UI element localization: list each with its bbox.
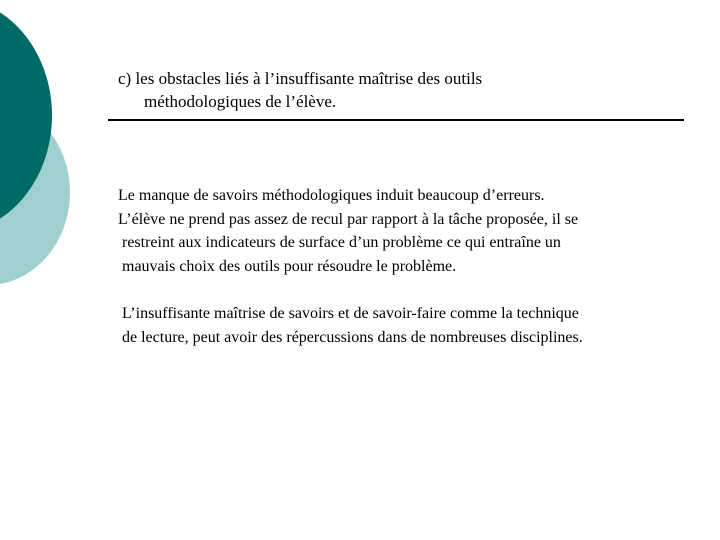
paragraph-1-line-2: L’élève ne prend pas assez de recul par rapport à la tâche proposée, il se xyxy=(118,210,579,228)
slide-title xyxy=(118,67,678,113)
title-line-2: méthodologiques de l’élève. xyxy=(144,92,337,111)
paragraph-2-line-2: de lecture, peut avoir des répercussions dans de nombreuses disciplines. xyxy=(122,328,583,346)
title-divider xyxy=(108,119,684,121)
paragraph-2-line-1: L’insuffisante maîtrise de savoirs et de savoir-faire comme la technique xyxy=(122,305,579,322)
paragraph-1-line-3: restreint aux indicateurs de surface d’un problème ce qui entraîne un xyxy=(122,234,561,251)
title-line-1: c) les obstacles liés à l’insuffisante maîtrise des outils xyxy=(118,69,483,88)
paragraph-1-line-4: mauvais choix des outils pour résoudre le problème. xyxy=(122,257,457,275)
paragraph-2 xyxy=(122,302,702,349)
paragraph-1-line-1: Le manque de savoirs méthodologiques induit beaucoup d’erreurs. xyxy=(118,187,545,204)
paragraph-1 xyxy=(118,184,698,278)
